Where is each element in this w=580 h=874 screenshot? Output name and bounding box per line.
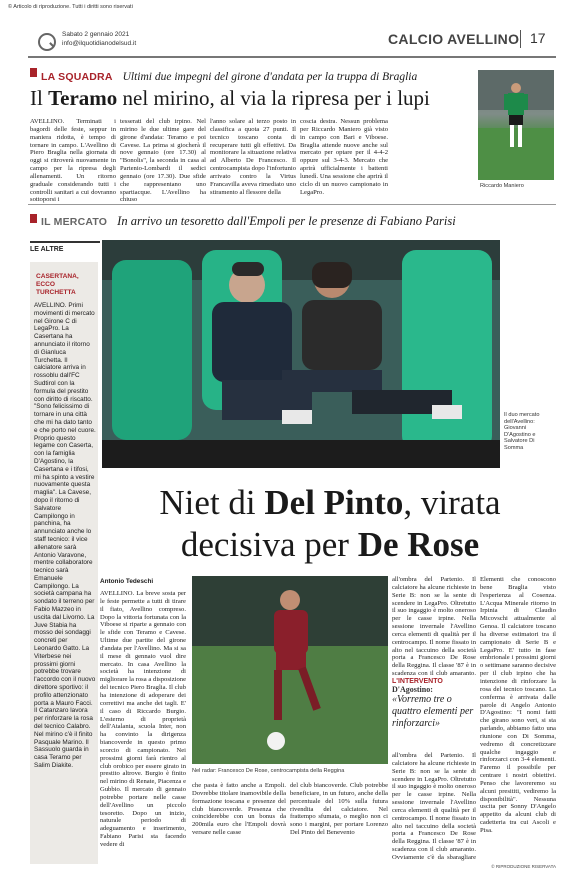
title2-pre: decisiva per (180, 525, 358, 564)
article2-column-1: AVELLINO. La breve sosta per le feste permette a tutti di tirare il fiato, Avellino compreso. Dopo la vittoria fortunata con la Viboese si riparte a gennaio con le sfide con Teramo e Cavese. Ultime due partite del girone d'andata per l'Avellino. Ma si sa il mese di gennaio vuol dire mercato. In casa Avellino la società ha intenzione di migliorare la rosa a disposizione del tecnico Piero Braglia. Il club ha intenzione di adoperare dei correttivi ma anche dei tagli. E' il caso di Riccardo Burgio. L'esterno di proprietà dell'Atalanta, scuola Inter, non ha convinto la dirigenza biancoverde in questo primo scorcio di campionato. Nei prossimi giorni farà rientro al club orobico per essere girato in prestito altrove. Burgio è finito nel mirino di Renate, Piacenza e Gubbio. Il mercato di gennaio potrebbe portare nelle casse dell'Avellino un piccolo tesoretto. Dopo un inizio, naturale periodo di adeguamento e inserimento, Fabiano Parisi sta facendo vedere di (100, 590, 186, 848)
player2-photo-caption: Nel radar: Francesco De Rose, centrocampista della Reggina (192, 768, 345, 774)
bench-scene (102, 240, 500, 468)
player-figure (478, 70, 554, 180)
page-number: 17 (530, 30, 546, 46)
article1-kicker-row (41, 67, 417, 85)
article2-headline (100, 482, 560, 566)
pull-quote-text: «Vorremo tre o quattro elementi per rinforzarci» (392, 694, 474, 729)
player-photo-caption: Riccardo Maniero (480, 183, 524, 189)
header-separator (520, 30, 521, 48)
search-icon (38, 33, 56, 51)
headline-line-2 (100, 524, 560, 566)
pull-quote-speaker: D'Agostino: (392, 685, 433, 694)
player2-photo (192, 576, 388, 764)
sidebar-label: LE ALTRE (30, 246, 64, 253)
contact-email: info@ilquotidianodelsud.it (62, 40, 137, 47)
article2-kicker-text: In arrivo un tesoretto dall'Empoli per le presenze di Fabiano Parisi (117, 214, 456, 228)
title1-post: , virata (403, 483, 501, 522)
bench-photo-caption: Il duo mercato dell'Avellino: Giovanni D'Agostino e Salvatore Di Somma (504, 412, 540, 451)
pull-quote-title: L'INTERVENTO (392, 678, 443, 685)
sidebar-headline: CASERTANA, ECCO TURCHETTA (36, 273, 79, 296)
article1-column-3: l'anno solare al terzo posto in classifica a quota 27 punti. Il tecnico toscano conta di recuperare tutti gli effettivi. Da monitorare la situazione relativa ad Alberto De Francesco. Il centrocampista dopo l'infortunio arrivato contro la Virtus Francavilla aveva rimediato uno stiramento al flessore della (210, 118, 296, 196)
pull-quote-box (392, 678, 476, 750)
player2-figure (192, 576, 388, 764)
article1-column-2: tesserati del club irpino. Nel mirino le due ultime gare del girone d'andata: Teramo e poi Cavese. La prima si giocherà il nove gennaio (ore 17.30) al "Bonolis", la seconda in casa al Partenio-Lombardi il sedici gennaio (ore 17.30). Due sfide che rappresentano uno spartiacque. L'Avellino ha chiuso (120, 118, 206, 204)
article1-kicker: LA SQUADRA (41, 71, 113, 83)
sidebar-rule (30, 241, 100, 243)
article2-column-2: che pasta è fatto anche a Empoli. Dovrebbe titolare inamovibile della formazione toscana e presenze del club biancoverde. Presenza che coinciderebbe con un bonus da 200mila euro che l'Empoli dovrà versare nelle casse (192, 782, 286, 837)
masthead-note: © Articolo di riproduzione. Tutti i diritti sono riservati (8, 4, 133, 10)
article1-column-4: coscia destra. Nessun problema per Riccardo Maniero già visto in campo con Bari e Viboese. Braglia attende nuove anche sul mercato per optare per il 4-4-2 oppure sul 3-4-3. Mercato che aprirà ufficialmente i battenti lunedì. Una sessione che aprirà il ciclo di un nuovo campionato in LegaPro. (300, 118, 388, 196)
headline-pre: Il (30, 86, 49, 110)
article2-author: Antonio Tedeschi (100, 578, 154, 585)
header-rule (28, 56, 556, 58)
section-divider (28, 204, 556, 205)
title1-pre: Niet di (159, 483, 265, 522)
kicker-marker-2 (30, 214, 37, 223)
bench-photo (102, 240, 500, 468)
article2-column-5: Elementi che conoscono bene Braglia visto l'esperienza al Cosenza. L'Acqua Minerale ritorno in Irpinia di Claudio Micovschi attualmente al Genoa. Il calciatore toscano ha diverse estimatori tra il campionato di Serie B e LegaPro. E' tutto in fase embrionale i prossimi giorni o settimane saranno decisive per il club irpino che ha intenzione di rinforzare la rosa del tecnico toscano. La conferma è arrivata dalle parole di Angelo Antonio D'Agostino: "I nomi fatti che girano sono veri, si sta parlando, abbiamo fatto una riunione con Di Somma, vedremo di concretizzare qualche ingaggio e rinforzarci con 3-4 elementi. Faremo il possibile per centrare i nostri obiettivi. Penso che lavoreremo su alcuni presititi, vediremo la disponibilità". Nessuna uscita per Sonny D'Angelo appetito da alcuni club di cadetteria tra cui Ascoli e Pisa. (480, 576, 556, 834)
article1-headline (30, 86, 430, 111)
title2-bold: De Rose (357, 525, 480, 564)
title1-bold: Del Pinto (264, 483, 404, 522)
article1-kicker-text: Ultimi due impegni del girone d'andata per la truppa di Braglia (122, 71, 418, 83)
copyright-note: © RIPRODUZIONE RISERVATA (491, 864, 556, 869)
headline-post: nel mirino, al via la ripresa per i lupi (117, 86, 430, 110)
section-title: CALCIO AVELLINO (388, 31, 520, 47)
issue-date: Sabato 2 gennaio 2021 (62, 31, 130, 38)
sidebar-body: AVELLINO. Primi movimenti di mercato nel Girone C di LegaPro. La Casertana ha annunciato il ritorno di Gianluca Turchetta. Il calciatore arriva in rossoblu dall'FC Sudtirol con la formula del prestito con diritto di riscatto. "Sono felicissimo di tornare in una città che mi ha dato tanto e che porto nel cuore. Proprio questo legame con Caserta, con la famiglia D'Agostino, la Casertana e i tifosi, mi ha spinto a vestire nuovamente questa maglia". La Cavese, dopo il ritorno di Salvatore Campilongo in panchina, ha annunciato anche lo staff tecnico: il vice allenatore sarà Antonio Varavone, mentre collaboratore tecnico sarà Emanuele Campilongo. La società campana ha sondato il terreno per Fabio Mazzeo in uscita dal Livorno. La Juve Stabia ha mosso dei sondaggi concreti per Leonardo Gatto. La Viterbese nei prossimi giorni potrebbe trovare l'accordo con il nuovo direttore sportivo: il profilo attenzionato porta a Mauro Facci. Il Catanzaro lavora per rinforzare la rosa del tecnico Calabro. Nel mirino c'è il finito Pasquale Marino. Il Sassuolo guarda in casa Teramo per Salim Diakite. (34, 302, 96, 770)
article2-column-3: del club biancoverde. Club potrebbe beneficiare, in un futuro, anche della percentuale del 10% sulla futura rivendita del calciatore. Nel frattempo sfumata, o meglio non ci sono i margini, per portare Lorenzo Del Pinto del Benevento (290, 782, 388, 837)
article2-column-4a: all'ombra del Partenio. Il calciatore ha alcune richieste in Serie B: non se la sente di scendere in LegaPro. Oltretutto il suo ingaggio è molto oneroso per le casse irpine. Nella sessione invernale l'Avellino cerca elementi di qualità per il centrocampo. Il nome fissato in alto nel taccuino della società porta a Francesco De Rose della Reggina. Il classe '87 è in scadenza con il club amaranto. (392, 576, 476, 676)
article2-kicker: IL MERCATO (41, 216, 108, 228)
player-photo (478, 70, 554, 180)
article2-column-4b: all'ombra del Partenio. Il calciatore ha alcune richieste in Serie B: non se la sente di scendere in LegaPro. Oltretutto il suo ingaggio è molto oneroso per le casse irpine. Nella sessione invernale l'Avellino cerca elementi di qualità per il centrocampo. Il nome fissato in alto nel taccuino della società porta a Francesco De Rose della Reggina. Il classe '87 è in scadenza con il club amaranto. Ovviamente c'è da sbaragliare (392, 752, 476, 861)
headline-bold: Teramo (48, 86, 118, 110)
headline-line-1 (100, 482, 560, 524)
article2-kicker-row (41, 212, 456, 230)
article1-column-1: AVELLINO. Terminati i bagordi delle feste, seppur in maniera ridotta, è tempo di tornare in campo. L'Avellino di Piero Braglia nella giornata di oggi si ritroverà nuovamente in campo per la ripresa degli allenamenti. Un ritorno graduale considerando tutti i controlli sanitari a cui dovranno sottoporsi i (30, 118, 116, 204)
kicker-marker (30, 68, 37, 77)
